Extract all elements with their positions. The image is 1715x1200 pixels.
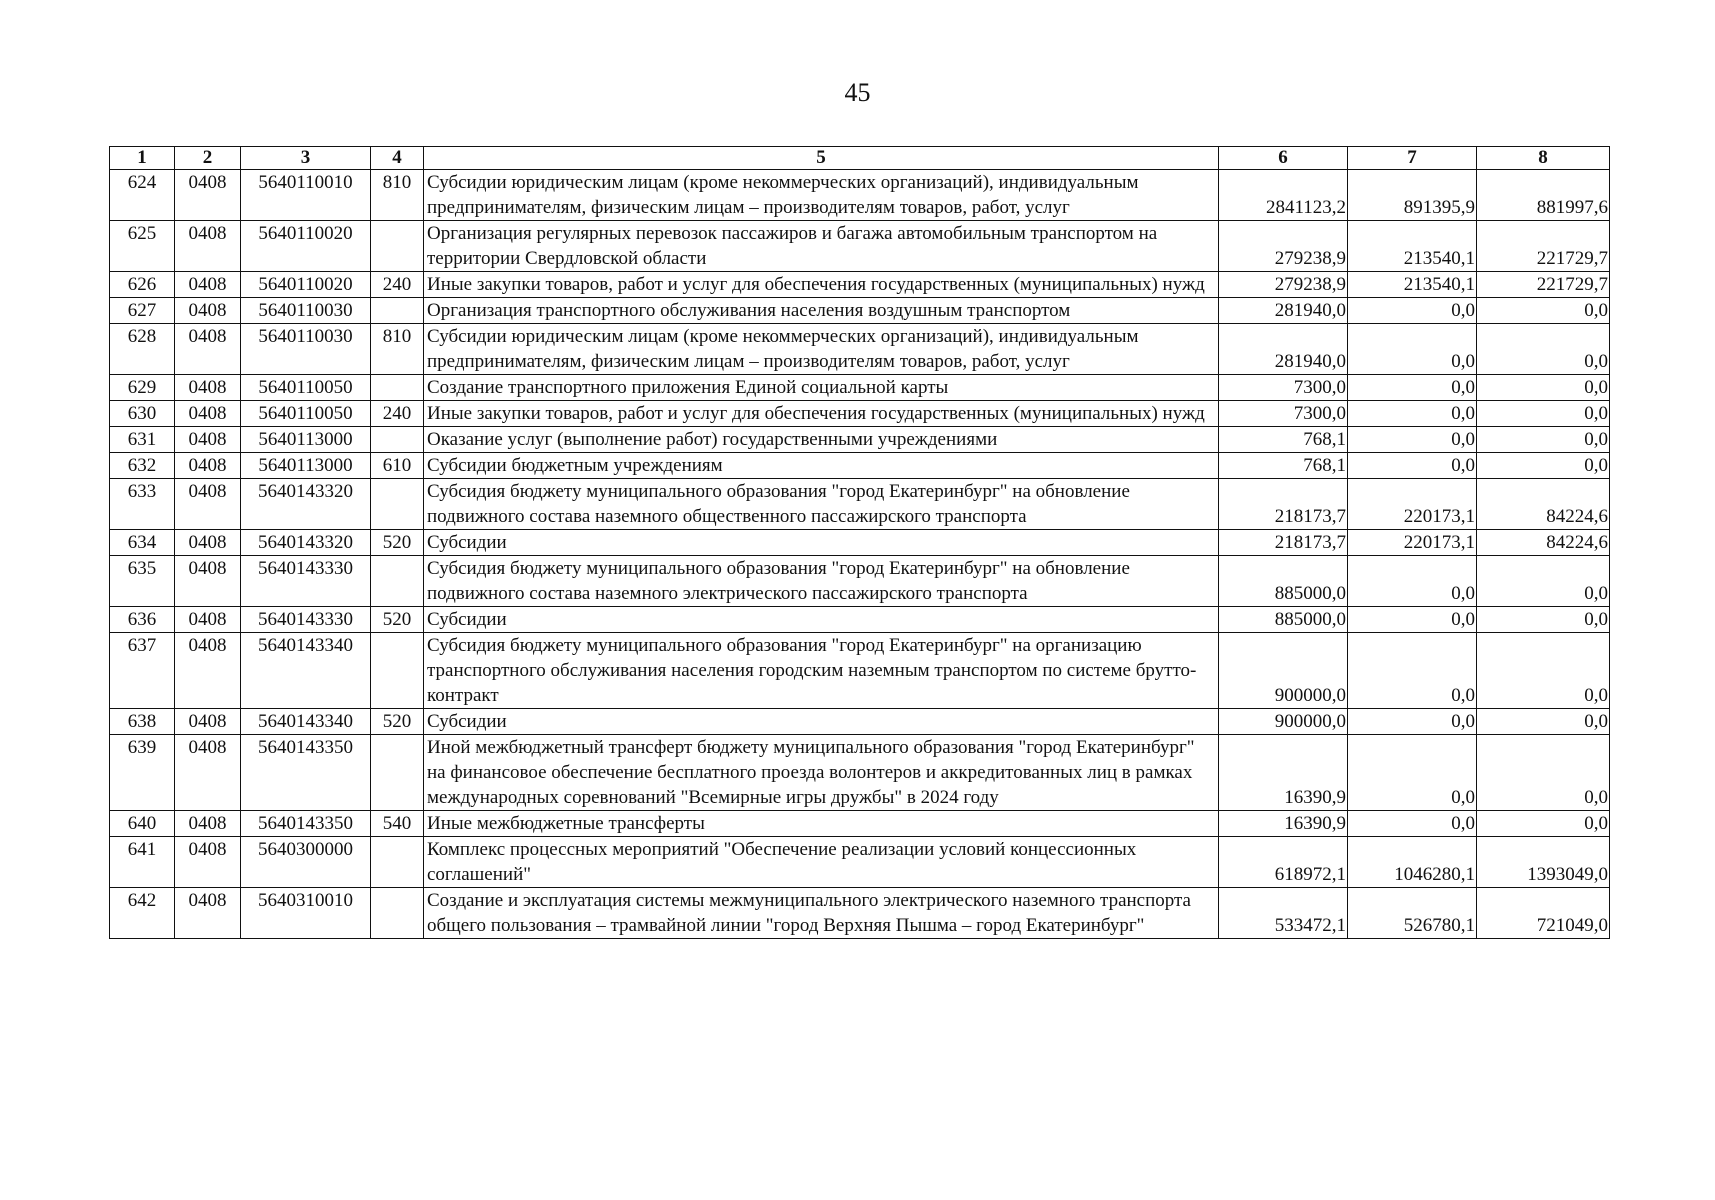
expense-type-code: 610: [371, 453, 424, 479]
row-number: 632: [110, 453, 175, 479]
amount-col-6: 16390,9: [1219, 811, 1348, 837]
target-article-code: 5640113000: [241, 427, 371, 453]
expense-type-code: 240: [371, 272, 424, 298]
amount-col-7: 0,0: [1348, 375, 1477, 401]
section-code: 0408: [175, 556, 241, 607]
item-name: Комплекс процессных мероприятий "Обеспечение реализации условий концессионных соглашений": [424, 837, 1219, 888]
item-name: Субсидии юридическим лицам (кроме некоммерческих организаций), индивидуальным предпринимателям, физическим лицам – производителям товаров, работ, услуг: [424, 170, 1219, 221]
amount-col-7: 220173,1: [1348, 530, 1477, 556]
expense-type-code: [371, 427, 424, 453]
table-body: [110, 170, 1610, 939]
target-article-code: 5640143340: [241, 633, 371, 709]
row-number: 630: [110, 401, 175, 427]
amount-col-6: 281940,0: [1219, 298, 1348, 324]
expense-type-code: 810: [371, 324, 424, 375]
table-row: [110, 453, 1610, 479]
item-name: Организация регулярных перевозок пассажиров и багажа автомобильным транспортом на территории Свердловской области: [424, 221, 1219, 272]
item-name: Субсидии бюджетным учреждениям: [424, 453, 1219, 479]
section-code: 0408: [175, 170, 241, 221]
table-row: [110, 401, 1610, 427]
amount-col-6: 279238,9: [1219, 272, 1348, 298]
expense-type-code: [371, 375, 424, 401]
amount-col-8: 0,0: [1477, 401, 1610, 427]
amount-col-6: 900000,0: [1219, 633, 1348, 709]
item-name: Оказание услуг (выполнение работ) государственными учреждениями: [424, 427, 1219, 453]
section-code: 0408: [175, 375, 241, 401]
section-code: 0408: [175, 401, 241, 427]
target-article-code: 5640143330: [241, 607, 371, 633]
target-article-code: 5640143320: [241, 479, 371, 530]
section-code: 0408: [175, 735, 241, 811]
section-code: 0408: [175, 811, 241, 837]
section-code: 0408: [175, 888, 241, 939]
table-row: [110, 811, 1610, 837]
table-row: [110, 556, 1610, 607]
amount-col-8: 0,0: [1477, 709, 1610, 735]
target-article-code: 5640110010: [241, 170, 371, 221]
expense-type-code: 240: [371, 401, 424, 427]
amount-col-7: 0,0: [1348, 735, 1477, 811]
table-row: [110, 888, 1610, 939]
row-number: 642: [110, 888, 175, 939]
target-article-code: 5640110050: [241, 375, 371, 401]
amount-col-7: 0,0: [1348, 453, 1477, 479]
row-number: 638: [110, 709, 175, 735]
row-number: 631: [110, 427, 175, 453]
amount-col-6: 281940,0: [1219, 324, 1348, 375]
target-article-code: 5640110030: [241, 324, 371, 375]
section-code: 0408: [175, 272, 241, 298]
amount-col-7: 220173,1: [1348, 479, 1477, 530]
amount-col-7: 0,0: [1348, 607, 1477, 633]
row-number: 633: [110, 479, 175, 530]
header-col-5: 5: [424, 147, 1219, 170]
amount-col-6: 885000,0: [1219, 607, 1348, 633]
section-code: 0408: [175, 453, 241, 479]
expense-type-code: [371, 633, 424, 709]
header-row: [110, 147, 1610, 170]
table-row: [110, 324, 1610, 375]
table-row: [110, 633, 1610, 709]
amount-col-8: 0,0: [1477, 298, 1610, 324]
item-name: Создание и эксплуатация системы межмуниципального электрического наземного транспорта общего пользования – трамвайной линии "город Верхняя Пышма – город Екатеринбург": [424, 888, 1219, 939]
table-row: [110, 735, 1610, 811]
target-article-code: 5640300000: [241, 837, 371, 888]
row-number: 627: [110, 298, 175, 324]
section-code: 0408: [175, 633, 241, 709]
header-col-3: 3: [241, 147, 371, 170]
amount-col-7: 0,0: [1348, 811, 1477, 837]
table-row: [110, 837, 1610, 888]
amount-col-7: 0,0: [1348, 401, 1477, 427]
header-col-4: 4: [371, 147, 424, 170]
table-row: [110, 221, 1610, 272]
expense-type-code: 520: [371, 607, 424, 633]
amount-col-7: 526780,1: [1348, 888, 1477, 939]
row-number: 626: [110, 272, 175, 298]
page-number: 45: [844, 78, 871, 107]
row-number: 629: [110, 375, 175, 401]
section-code: 0408: [175, 479, 241, 530]
expense-type-code: [371, 888, 424, 939]
header-col-1: 1: [110, 147, 175, 170]
item-name: Субсидии юридическим лицам (кроме некоммерческих организаций), индивидуальным предпринимателям, физическим лицам – производителям товаров, работ, услуг: [424, 324, 1219, 375]
section-code: 0408: [175, 324, 241, 375]
target-article-code: 5640310010: [241, 888, 371, 939]
amount-col-8: 881997,6: [1477, 170, 1610, 221]
item-name: Субсидии: [424, 709, 1219, 735]
item-name: Организация транспортного обслуживания населения воздушным транспортом: [424, 298, 1219, 324]
item-name: Субсидия бюджету муниципального образования "город Екатеринбург" на организацию транспортного обслуживания населения городским наземным транспортом по системе брутто-контракт: [424, 633, 1219, 709]
expense-type-code: [371, 837, 424, 888]
target-article-code: 5640143320: [241, 530, 371, 556]
section-code: 0408: [175, 298, 241, 324]
amount-col-6: 279238,9: [1219, 221, 1348, 272]
table-row: [110, 530, 1610, 556]
item-name: Субсидии: [424, 607, 1219, 633]
amount-col-6: 218173,7: [1219, 479, 1348, 530]
amount-col-8: 1393049,0: [1477, 837, 1610, 888]
expense-type-code: [371, 556, 424, 607]
section-code: 0408: [175, 607, 241, 633]
row-number: 635: [110, 556, 175, 607]
section-code: 0408: [175, 709, 241, 735]
amount-col-6: 768,1: [1219, 427, 1348, 453]
amount-col-8: 0,0: [1477, 607, 1610, 633]
expense-type-code: 520: [371, 709, 424, 735]
amount-col-8: 0,0: [1477, 633, 1610, 709]
expense-type-code: [371, 479, 424, 530]
expense-type-code: [371, 221, 424, 272]
table-row: [110, 479, 1610, 530]
amount-col-8: 721049,0: [1477, 888, 1610, 939]
amount-col-6: 218173,7: [1219, 530, 1348, 556]
amount-col-6: 768,1: [1219, 453, 1348, 479]
table-row: [110, 607, 1610, 633]
amount-col-7: 0,0: [1348, 633, 1477, 709]
row-number: 637: [110, 633, 175, 709]
header-col-8: 8: [1477, 147, 1610, 170]
amount-col-6: 618972,1: [1219, 837, 1348, 888]
amount-col-8: 0,0: [1477, 375, 1610, 401]
header-col-7: 7: [1348, 147, 1477, 170]
amount-col-8: 221729,7: [1477, 272, 1610, 298]
amount-col-7: 0,0: [1348, 324, 1477, 375]
target-article-code: 5640143340: [241, 709, 371, 735]
target-article-code: 5640143350: [241, 735, 371, 811]
expense-type-code: 540: [371, 811, 424, 837]
target-article-code: 5640143350: [241, 811, 371, 837]
expense-type-code: 520: [371, 530, 424, 556]
header-col-6: 6: [1219, 147, 1348, 170]
target-article-code: 5640110020: [241, 221, 371, 272]
target-article-code: 5640110020: [241, 272, 371, 298]
section-code: 0408: [175, 530, 241, 556]
amount-col-7: 213540,1: [1348, 221, 1477, 272]
section-code: 0408: [175, 221, 241, 272]
item-name: Иной межбюджетный трансферт бюджету муниципального образования "город Екатеринбург" на финансовое обеспечение бесплатного проезда волонтеров и аккредитованных лиц в рамках международных соревнований "Всемирные игры дружбы" в 2024 году: [424, 735, 1219, 811]
budget-table: [109, 146, 1610, 939]
amount-col-6: 2841123,2: [1219, 170, 1348, 221]
target-article-code: 5640113000: [241, 453, 371, 479]
amount-col-7: 0,0: [1348, 556, 1477, 607]
row-number: 634: [110, 530, 175, 556]
expense-type-code: [371, 735, 424, 811]
amount-col-6: 900000,0: [1219, 709, 1348, 735]
amount-col-6: 533472,1: [1219, 888, 1348, 939]
amount-col-7: 213540,1: [1348, 272, 1477, 298]
amount-col-8: 0,0: [1477, 453, 1610, 479]
item-name: Субсидия бюджету муниципального образования "город Екатеринбург" на обновление подвижного состава наземного электрического пассажирского транспорта: [424, 556, 1219, 607]
amount-col-8: 0,0: [1477, 324, 1610, 375]
amount-col-6: 885000,0: [1219, 556, 1348, 607]
header-col-2: 2: [175, 147, 241, 170]
table-row: [110, 298, 1610, 324]
item-name: Создание транспортного приложения Единой социальной карты: [424, 375, 1219, 401]
expense-type-code: 810: [371, 170, 424, 221]
target-article-code: 5640110030: [241, 298, 371, 324]
item-name: Субсидия бюджету муниципального образования "город Екатеринбург" на обновление подвижного состава наземного общественного пассажирского транспорта: [424, 479, 1219, 530]
table-row: [110, 272, 1610, 298]
target-article-code: 5640143330: [241, 556, 371, 607]
section-code: 0408: [175, 427, 241, 453]
amount-col-7: 0,0: [1348, 427, 1477, 453]
amount-col-6: 7300,0: [1219, 401, 1348, 427]
amount-col-7: 1046280,1: [1348, 837, 1477, 888]
item-name: Иные закупки товаров, работ и услуг для обеспечения государственных (муниципальных) нужд: [424, 272, 1219, 298]
amount-col-8: 0,0: [1477, 427, 1610, 453]
table-row: [110, 709, 1610, 735]
expense-type-code: [371, 298, 424, 324]
amount-col-6: 16390,9: [1219, 735, 1348, 811]
row-number: 628: [110, 324, 175, 375]
item-name: Иные межбюджетные трансферты: [424, 811, 1219, 837]
amount-col-8: 0,0: [1477, 811, 1610, 837]
amount-col-8: 0,0: [1477, 735, 1610, 811]
amount-col-7: 0,0: [1348, 709, 1477, 735]
amount-col-8: 0,0: [1477, 556, 1610, 607]
row-number: 636: [110, 607, 175, 633]
amount-col-8: 84224,6: [1477, 530, 1610, 556]
item-name: Субсидии: [424, 530, 1219, 556]
amount-col-7: 891395,9: [1348, 170, 1477, 221]
row-number: 641: [110, 837, 175, 888]
table-row: [110, 170, 1610, 221]
target-article-code: 5640110050: [241, 401, 371, 427]
row-number: 639: [110, 735, 175, 811]
amount-col-8: 221729,7: [1477, 221, 1610, 272]
row-number: 625: [110, 221, 175, 272]
table-row: [110, 427, 1610, 453]
amount-col-7: 0,0: [1348, 298, 1477, 324]
amount-col-6: 7300,0: [1219, 375, 1348, 401]
row-number: 624: [110, 170, 175, 221]
item-name: Иные закупки товаров, работ и услуг для обеспечения государственных (муниципальных) нужд: [424, 401, 1219, 427]
row-number: 640: [110, 811, 175, 837]
section-code: 0408: [175, 837, 241, 888]
amount-col-8: 84224,6: [1477, 479, 1610, 530]
table-row: [110, 375, 1610, 401]
